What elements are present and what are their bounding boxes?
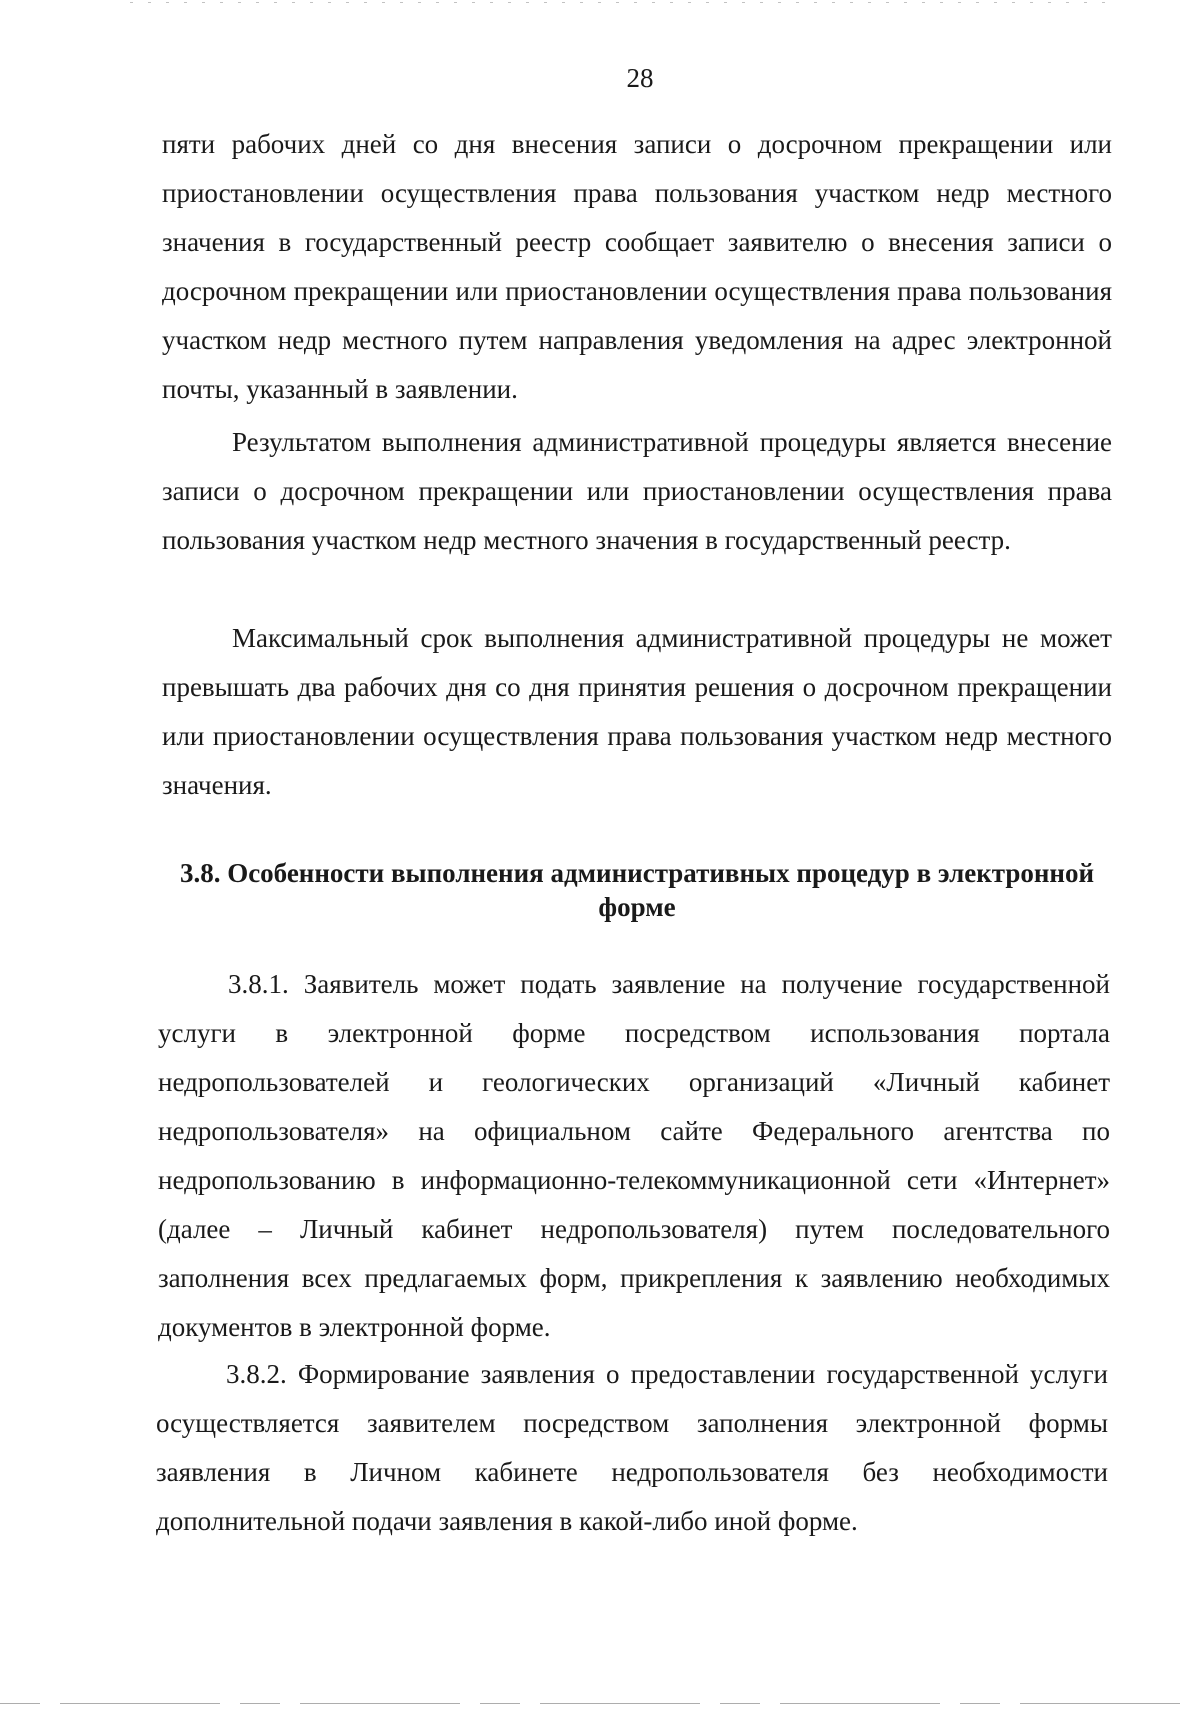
paragraph-3-8-1: 3.8.1. Заявитель может подать заявление на получение государственной услуги в электронной форме посредством использования портала недропользователей и геологических организаций «Личный кабинет недропользователя» на официальном сайте Федерального агентства по недропользованию в информационно-телекоммуникационной сети «Интернет» (далее – Личный кабинет недропользователя) путем последовательного заполнения всех предлагаемых форм, прикрепления к заявлению необходимых документов в электронной форме. bbox=[158, 969, 1110, 1342]
paragraph-max-term: Максимальный срок выполнения административной процедуры не может превышать два рабочих дня со дня принятия решения о досрочном прекращении или приостановлении осуществления права пользования участком недр местного значения. bbox=[162, 623, 1112, 800]
paragraph-3-8-2: 3.8.2. Формирование заявления о предоставлении государственной услуги осуществляется заявителем посредством заполнения электронной формы заявления в Личном кабинете недропользователя без необходимости дополнительной подачи заявления в какой-либо иной форме. bbox=[156, 1359, 1108, 1536]
section-heading: 3.8. Особенности выполнения административных процедур в электронной форме bbox=[179, 858, 1095, 922]
scan-edge-top bbox=[130, 2, 1110, 3]
scan-edge-bottom bbox=[0, 1703, 1200, 1704]
paragraph-continuation: пяти рабочих дней со дня внесения записи о досрочном прекращении или приостановлении осуществления права пользования участком недр местного значения в государственный реестр сообщает заявителю о внесения записи о досрочном прекращении или приостановлении осуществления права пользования участком недр местного путем направления уведомления на адрес электронной почты, указанный в заявлении. bbox=[162, 129, 1112, 404]
page-number: 28 bbox=[626, 63, 654, 93]
paragraph-result: Результатом выполнения административной процедуры является внесение записи о досрочном прекращении или приостановлении осуществления права пользования участком недр местного значения в государственный реестр. bbox=[162, 427, 1112, 555]
